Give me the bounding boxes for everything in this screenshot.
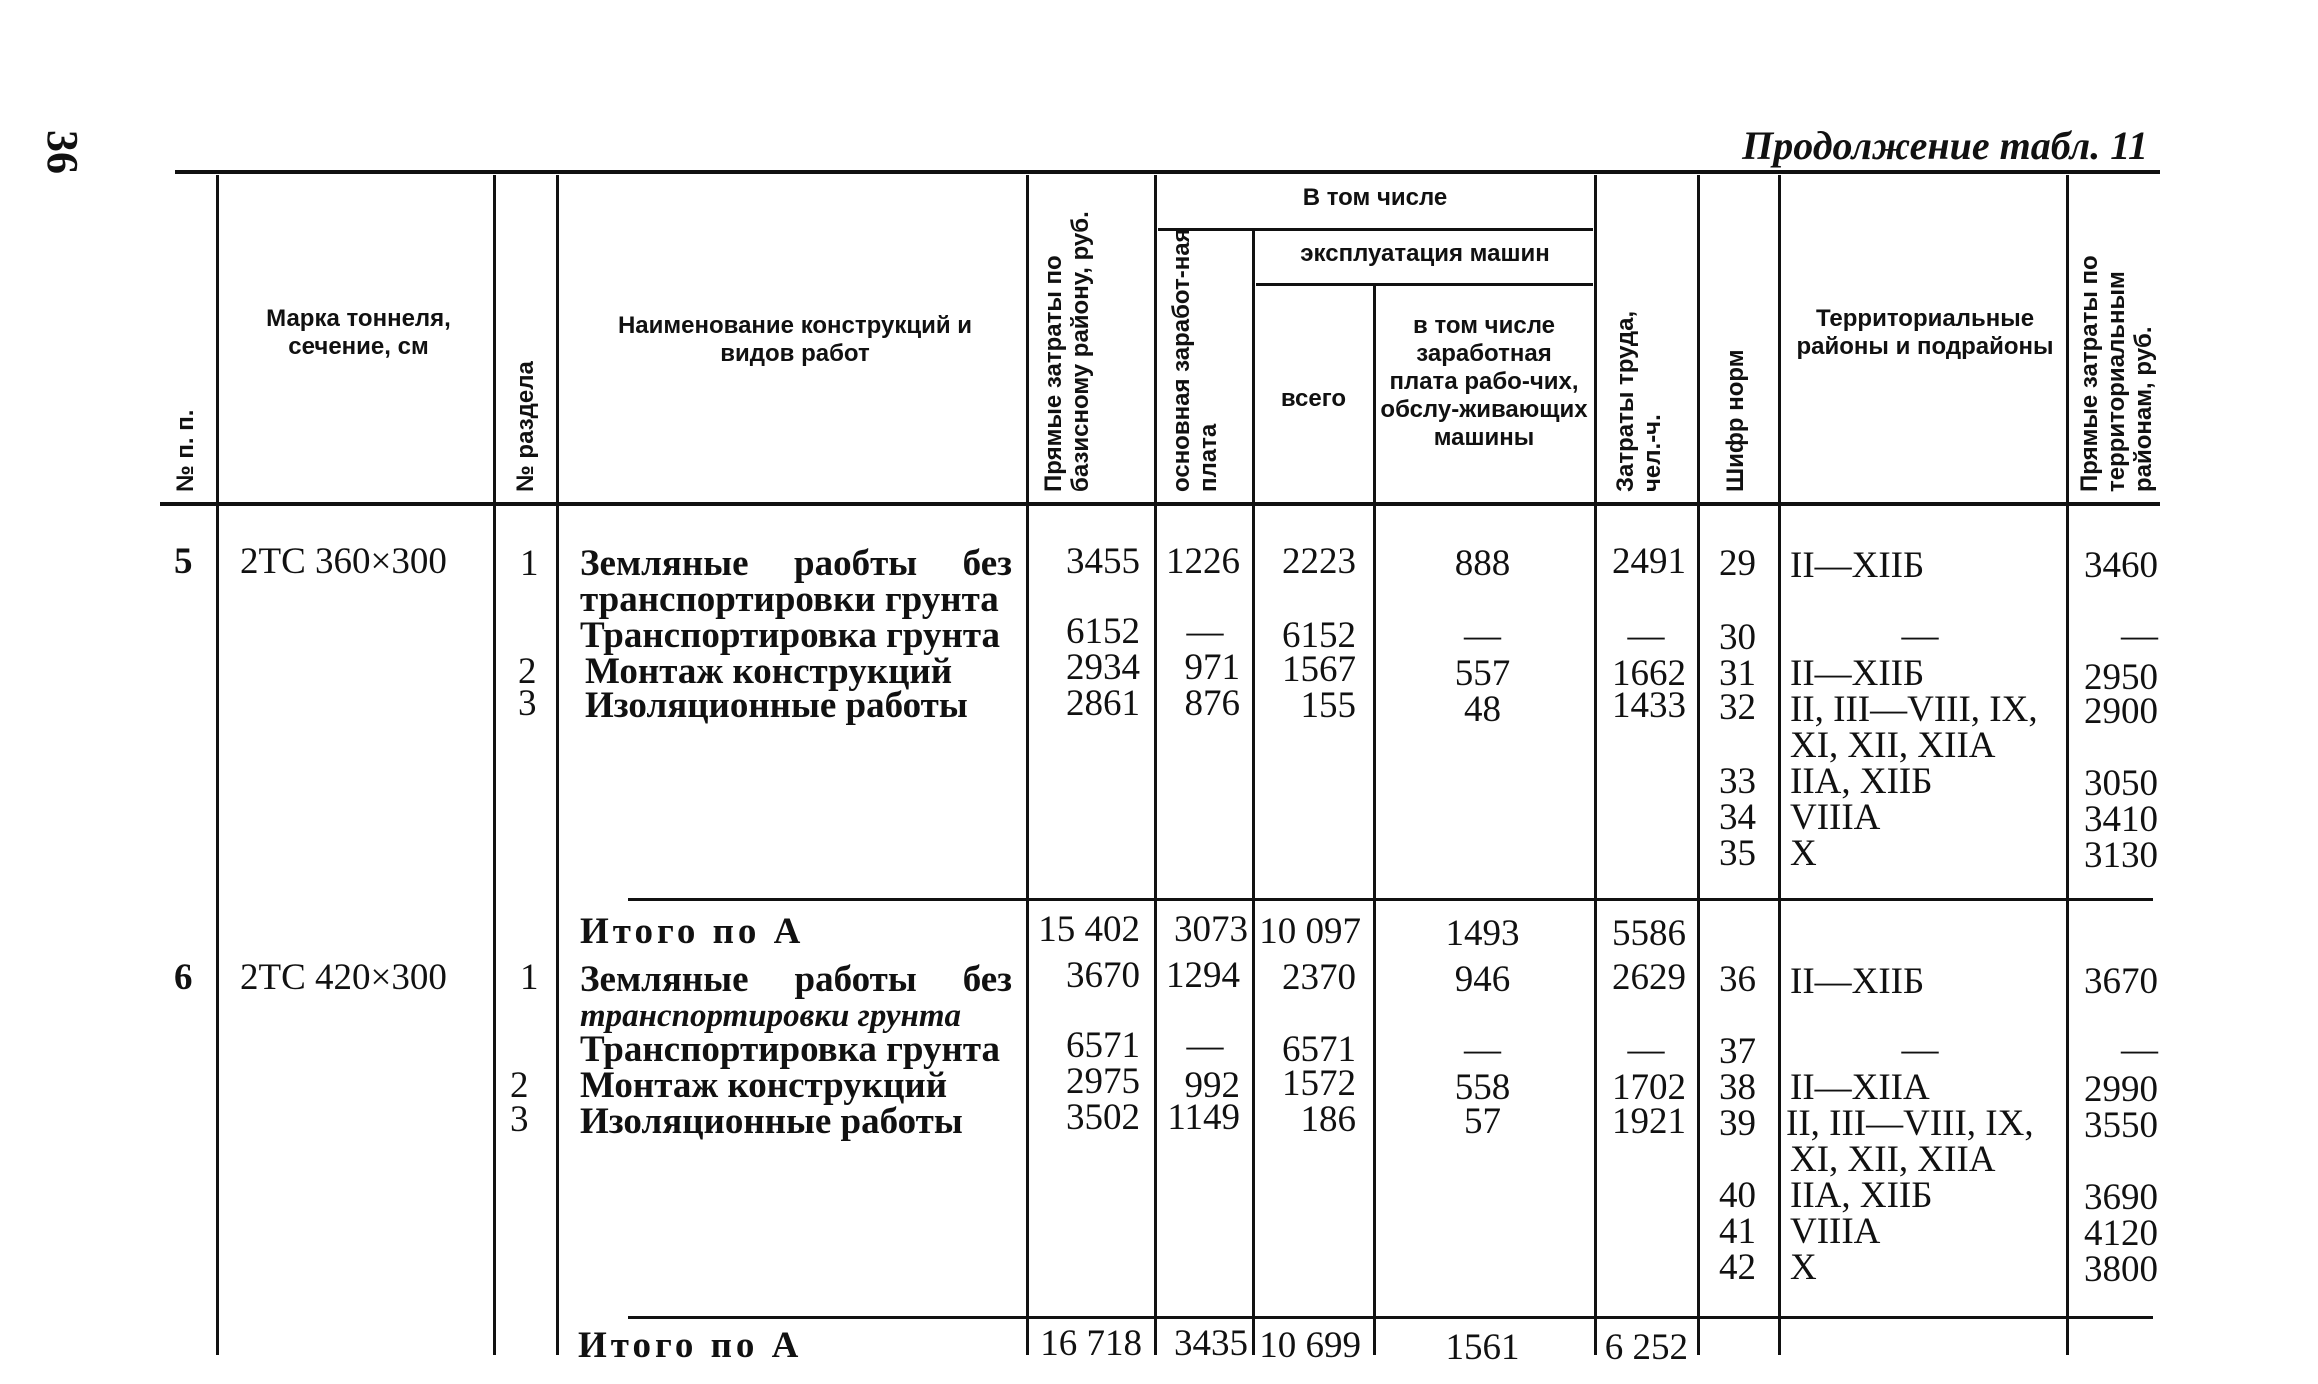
region: II—XIIБ [1790,545,1925,586]
norm-code: 30 [1719,617,1756,658]
total-labor: 5586 [1612,913,1686,954]
header-regions: Территориальные районы и подрайоны [1796,305,2054,360]
region: II, III—VIII, IX, [1786,1103,2034,1144]
norm-code: 37 [1719,1031,1756,1072]
base-salary: 1294 [1166,955,1240,996]
norm-code: 35 [1719,833,1756,874]
header-bottom-rule [160,502,2160,506]
col-divider [2066,175,2069,1355]
razdel: 3 [518,683,537,724]
machines-total: 186 [1300,1099,1356,1140]
base-salary: 876 [1184,683,1240,724]
machines-rule [1256,283,1593,286]
region: XI, XII, XIIА [1790,1139,1996,1180]
work-name: Транспортировка грунта [580,615,1000,656]
base-salary: 1226 [1166,541,1240,582]
region: X [1790,833,1817,874]
norm-code: 39 [1719,1103,1756,1144]
norm-code: 33 [1719,761,1756,802]
total-direct: 15 402 [1038,909,1140,950]
norm-code: 42 [1719,1247,1756,1288]
norm-code: 32 [1719,687,1756,728]
machines-total: 155 [1300,685,1356,726]
machines-total: 6571 [1282,1029,1356,1070]
col-divider [493,175,496,1355]
norm-code: 36 [1719,959,1756,1000]
regional-cost: 3690 [2084,1177,2158,1218]
total-machines: 10 097 [1259,911,1361,952]
direct-cost: 3502 [1066,1097,1140,1138]
direct-cost: 6152 [1066,611,1140,652]
work-name: Монтаж конструкций [585,651,953,692]
machine-salary: — [1464,1029,1501,1070]
machine-salary: 888 [1454,543,1511,584]
page-number: 36 [38,130,87,174]
region: VIIIА [1790,1211,1881,1252]
group5-total-rule [628,898,2153,901]
regional-cost: 3550 [2084,1105,2158,1146]
razdel: 3 [510,1099,529,1140]
col-divider [1594,175,1597,1355]
labor-cost: 2629 [1612,957,1686,998]
table-caption: Продолжение табл. 11 [1742,123,2148,168]
col-divider [1252,228,1255,1355]
col-divider [216,175,219,1355]
machines-total: 1567 [1282,649,1356,690]
header-regional: Прямые затраты по территориальным районам, руб. [2076,255,2157,492]
region: — [1901,615,1939,656]
group-total-label: Итого по А [578,1325,803,1366]
tunnel-marka: 2ТС 420×300 [240,957,447,998]
header-razdel: № раздела [512,361,539,492]
labor-cost: — [1627,1029,1665,1070]
norm-code: 41 [1719,1211,1756,1252]
header-machines: эксплуатация машин [1300,240,1550,267]
machines-total: 1572 [1282,1063,1356,1104]
base-salary: 971 [1184,647,1240,688]
direct-cost: 2934 [1066,647,1140,688]
regional-cost: 2900 [2084,691,2158,732]
header-no: № п. п. [172,409,199,492]
machines-total: 2223 [1282,541,1356,582]
machine-salary: 558 [1454,1067,1511,1108]
razdel: 1 [520,957,539,998]
region: VIIIА [1790,797,1881,838]
labor-cost: 1662 [1612,653,1686,694]
regional-cost: 3130 [2084,835,2158,876]
labor-cost: — [1627,615,1665,656]
direct-cost: 6571 [1066,1025,1140,1066]
total-machine-salary: 1493 [1445,913,1520,954]
region: IIА, XIIБ [1790,1175,1933,1216]
direct-cost: 3455 [1066,541,1140,582]
regional-cost: 3800 [2084,1249,2158,1290]
row-number: 6 [174,957,193,998]
labor-cost: 2491 [1612,541,1686,582]
col-divider [1373,283,1376,1355]
direct-cost: 2861 [1066,683,1140,724]
region: X [1790,1247,1817,1288]
direct-cost: 2975 [1066,1061,1140,1102]
machines-total: 2370 [1282,957,1356,998]
work-name: транспортировки грунта [580,998,962,1034]
labor-cost: 1702 [1612,1067,1686,1108]
col-divider [1154,175,1157,1355]
work-name: Изоляционные работы [580,1101,963,1142]
norm-code: 29 [1719,543,1756,584]
header-marka: Марка тоннеля, сечение, см [266,305,451,360]
header-labor: Затраты труда, чел.-ч. [1612,310,1666,492]
base-salary: 992 [1184,1065,1240,1106]
region: II—XIIБ [1790,961,1925,1002]
group-total-label: Итого по А [580,911,805,952]
machine-salary: 946 [1454,959,1511,1000]
base-salary: — [1186,1025,1224,1066]
base-salary: 1149 [1167,1097,1240,1138]
work-name: Монтаж конструкций [580,1065,948,1106]
header-code: Шифр норм [1722,349,1749,492]
total-machines: 10 699 [1259,1325,1361,1366]
razdel: 2 [510,1065,529,1106]
group6-total-rule [628,1316,2153,1319]
machine-salary: 557 [1454,653,1511,694]
machine-salary: 48 [1464,689,1501,730]
total-salary: 3435 [1174,1323,1248,1364]
total-salary: 3073 [1174,909,1248,950]
direct-cost: 3670 [1066,955,1140,996]
col-divider [1778,175,1781,1355]
regional-cost: 2990 [2084,1069,2158,1110]
machines-total: 6152 [1282,615,1356,656]
table-top-rule [175,170,2160,174]
region: — [1901,1029,1939,1070]
regional-cost: 2950 [2084,657,2158,698]
total-direct: 16 718 [1040,1323,1142,1364]
labor-cost: 1921 [1612,1101,1686,1142]
header-total: всего [1280,385,1347,412]
header-name: Наименование конструкций и видов работ [617,312,973,367]
region: XI, XII, XIIА [1790,725,1996,766]
row-number: 5 [174,541,193,582]
regional-cost: 3050 [2084,763,2158,804]
region: II, III—VIII, IX, [1790,689,2038,730]
region: II—XIIБ [1790,653,1925,694]
machine-salary: 57 [1464,1101,1501,1142]
norm-code: 38 [1719,1067,1756,1108]
work-name: Изоляционные работы [585,685,968,726]
col-divider [556,175,559,1355]
regional-cost: 4120 [2084,1213,2158,1254]
norm-code: 31 [1719,653,1756,694]
machine-salary: — [1464,615,1501,656]
tunnel-marka: 2ТС 360×300 [240,541,447,582]
razdel: 1 [520,543,539,584]
header-machine-salary: в том числе заработная плата рабо-чих, обслу-живающих машины [1380,312,1588,451]
region: II—XIIА [1790,1067,1930,1108]
work-name: Земляные раобты без [580,543,1012,584]
regional-cost: 3670 [2084,961,2158,1002]
regional-cost: — [2121,615,2158,656]
base-salary: — [1186,611,1224,652]
region: IIА, XIIБ [1790,761,1933,802]
norm-code: 34 [1719,797,1756,838]
norm-code: 40 [1719,1175,1756,1216]
total-labor: 6 252 [1604,1327,1688,1368]
work-name: Транспортировка грунта [580,1029,1000,1070]
col-divider [1026,175,1029,1355]
regional-cost: — [2121,1029,2158,1070]
work-name: Земляные работы без [580,959,1012,1000]
header-direct: Прямые затраты по базисному району, руб. [1040,211,1094,492]
in-that-rule [1158,228,1593,231]
regional-cost: 3460 [2084,545,2158,586]
regional-cost: 3410 [2084,799,2158,840]
razdel: 2 [518,651,537,692]
labor-cost: 1433 [1612,685,1686,726]
work-name: транспортировки грунта [580,579,999,620]
total-machine-salary: 1561 [1445,1327,1520,1368]
header-base-salary: основная заработ-ная плата [1168,228,1222,492]
header-in-that: В том числе [1302,184,1448,211]
